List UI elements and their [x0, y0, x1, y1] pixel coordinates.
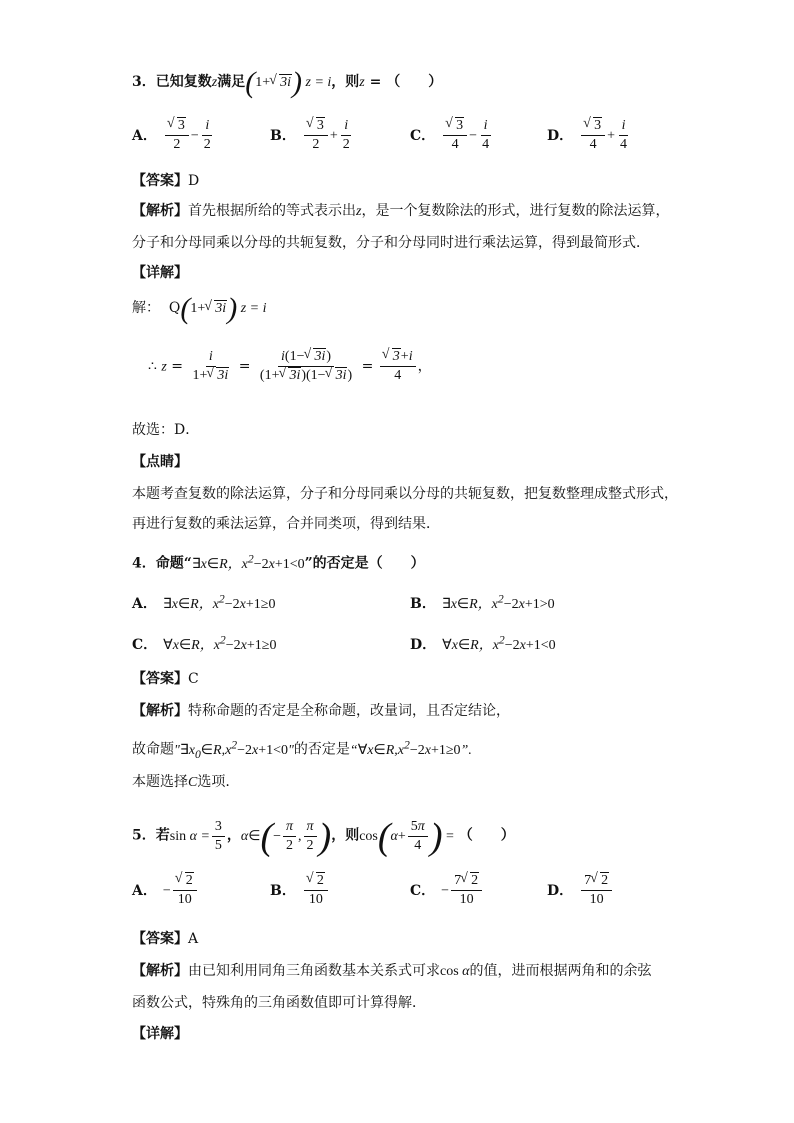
- q4-number: 4．: [132, 555, 156, 572]
- option-label: D．: [547, 882, 574, 899]
- q4-analysis-line2: 故命题"$\exists x_0\in R,x^2-2x+1<0$"的否定是“$\forall x\in R,x^2-2x+1\ge 0$”.: [132, 738, 472, 761]
- option-label: A．: [132, 595, 157, 612]
- q3-solution-1: 解： Q(1+√ 3i) z = i: [132, 298, 266, 319]
- q4-option-b: B． ∃x∈R，$x^2-2x+1>0$: [410, 592, 555, 612]
- option-label: C．: [410, 882, 436, 899]
- q4-option-d: D． ∀x∈R，$x^2-2x+1<0$: [410, 633, 556, 653]
- q3-option-a: A． √ $\frac{3}{2}$ − $\frac{i}{2}$: [132, 117, 216, 154]
- q5-option-a: A． − √ $\frac{2}{10}$: [132, 872, 199, 909]
- q3-comment-line1: 本题考查复数的除法运算，分子和分母同乘以分母的共轭复数，把复数整理成整式形式，: [132, 486, 678, 502]
- option-label: D．: [547, 127, 574, 144]
- q4-analysis-line3: 本题选择C选项.: [132, 774, 230, 790]
- q3-detail-tag: 【详解】: [132, 265, 188, 281]
- q4-stem: 4．命题“∃x∈R，$x^2-2x+1<0$”的否定是（ ）: [132, 552, 425, 572]
- q3-analysis-line2: 分子和分母同乘以分母的共轭复数，分子和分母同时进行乘法运算，得到最简形式．: [132, 235, 650, 251]
- q5-answer: 【答案】A: [132, 931, 199, 947]
- q4-option-c: C． ∀x∈R，$x^2-2x+1\ge 0$: [132, 633, 277, 653]
- option-label: B．: [270, 127, 296, 144]
- option-label: C．: [132, 636, 158, 653]
- q3-number: 3．: [132, 74, 156, 90]
- option-label: A．: [132, 882, 157, 899]
- q3-solution-2: ∴ z = $\frac{i}{1+√ 3i}$ = $\frac{i(1-√ 3i)}{(1+√ 3i)(1-√ 3i)}$ = √ $\frac{3+i}{4}$ ，: [148, 348, 432, 385]
- q4-answer: 【答案】C: [132, 671, 199, 687]
- q3-stem: 3．已知复数z满足(1+√ 3i) z = i，则z = （ ）: [132, 72, 442, 93]
- option-label: C．: [410, 127, 436, 144]
- q5-analysis: 【解析】由已知利用同角三角函数基本关系式可求cos α的值，进而根据两角和的余弦: [132, 963, 652, 979]
- q3-option-c: C． √ $\frac{3}{4}$ − $\frac{i}{4}$: [410, 117, 494, 154]
- q4-analysis: 【解析】特称命题的否定是全称命题，改量词，且否定结论，: [132, 703, 510, 719]
- q3-choice: 故选：D．: [132, 422, 200, 438]
- option-label: B．: [410, 595, 436, 612]
- q5-option-d: D． $\frac{7√ 2}{10}$: [547, 872, 614, 909]
- option-label: D．: [410, 636, 437, 653]
- q5-number: 5．: [132, 827, 156, 844]
- q3-option-d: D． √ $\frac{3}{4}$ + $\frac{i}{4}$: [547, 117, 632, 154]
- option-label: B．: [270, 882, 296, 899]
- q3-analysis: 【解析】首先根据所给的等式表示出z，是一个复数除法的形式，进行复数的除法运算，: [132, 203, 670, 219]
- q5-analysis-line2: 函数公式，特殊角的三角函数值即可计算得解．: [132, 995, 426, 1011]
- option-label: A．: [132, 127, 157, 144]
- q3-option-b: B． √ $\frac{3}{2}$ + $\frac{i}{2}$: [270, 117, 355, 154]
- q5-stem: 5．若sin α = $\frac{3}{5}$ ，α∈(− $\frac{\pi}{2}$ , $\frac{\pi}{2}$ )，则cos(α+ $\frac{5\pi}{4}$ ) = （ ）: [132, 815, 515, 858]
- q3-equation: (1+√ 3i) z = i: [245, 75, 331, 90]
- q5-detail-tag: 【详解】: [132, 1026, 188, 1042]
- q3-answer: 【答案】D: [132, 173, 200, 189]
- q3-comment-tag: 【点睛】: [132, 454, 188, 470]
- q3-comment-line2: 再进行复数的乘法运算，合并同类项，得到结果．: [132, 516, 440, 532]
- q5-option-c: C． − $\frac{7√ 2}{10}$: [410, 872, 484, 909]
- q4-option-a: A． ∃x∈R，$x^2-2x+1\ge 0$: [132, 592, 276, 612]
- q5-option-b: B． √ $\frac{2}{10}$: [270, 872, 330, 909]
